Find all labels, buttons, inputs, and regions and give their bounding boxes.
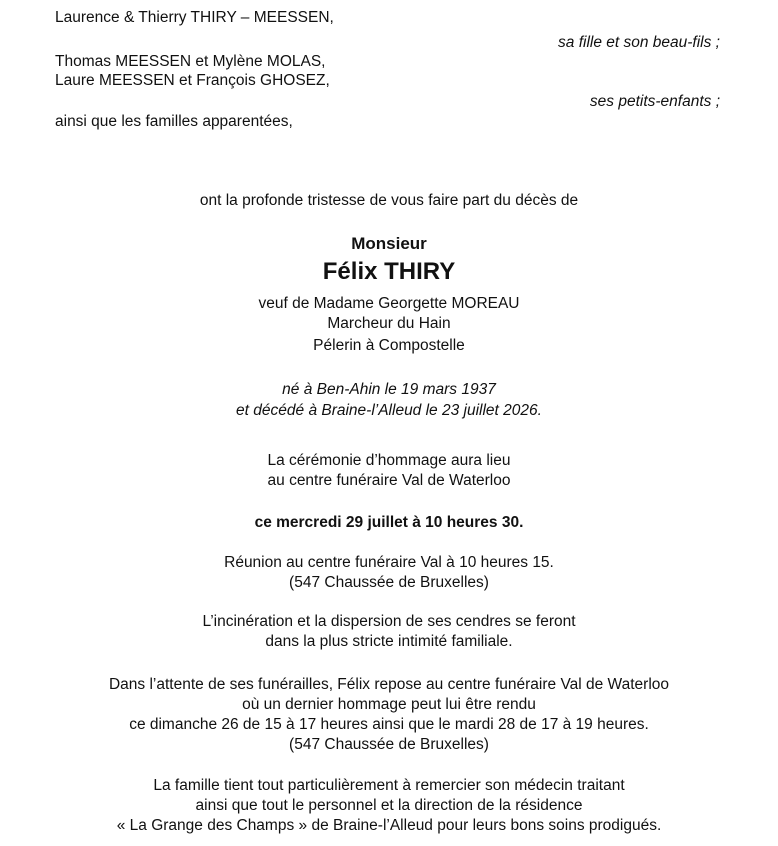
cremation-line-1: L’incinération et la dispersion de ses cendres se feront <box>202 613 576 630</box>
announcement: ont la profonde tristesse de vous faire part du décès de <box>199 192 579 209</box>
ceremony-date-time: ce mercredi 29 juillet à 10 heures 30. <box>254 514 524 531</box>
deceased-detail-1: veuf de Madame Georgette MOREAU <box>258 295 520 312</box>
grandchildren-line-1: Thomas MEESSEN et Mylène MOLAS, <box>55 53 326 70</box>
deceased-name: Félix THIRY <box>322 258 456 285</box>
grandchildren-role: ses petits-enfants ; <box>589 93 720 110</box>
visitation-address: (547 Chaussée de Bruxelles) <box>289 736 489 753</box>
daughter-role: sa fille et son beau-fils ; <box>558 34 720 51</box>
visitation-line-1: Dans l’attente de ses funérailles, Félix repose au centre funéraire Val de Waterloo <box>108 676 670 693</box>
thanks-line-3: « La Grange des Champs » de Braine-l’Alleud pour leurs bons soins prodigués. <box>116 817 662 834</box>
visitation-line-2: où un dernier hommage peut lui être rendu <box>242 696 536 713</box>
visitation-line-3: ce dimanche 26 de 15 à 17 heures ainsi que le mardi 28 de 17 à 19 heures. <box>129 716 649 733</box>
ceremony-meeting: Réunion au centre funéraire Val à 10 heures 15. <box>224 554 554 571</box>
relatives-line: ainsi que les familles apparentées, <box>55 113 293 130</box>
ceremony-address: (547 Chaussée de Bruxelles) <box>289 574 489 591</box>
deceased-title: Monsieur <box>351 234 427 253</box>
cremation-line-2: dans la plus stricte intimité familiale. <box>265 633 513 650</box>
ceremony-line-2: au centre funéraire Val de Waterloo <box>267 472 511 489</box>
death-line: et décédé à Braine-l’Alleud le 23 juillet 2026. <box>236 402 542 419</box>
daughter-line: Laurence & Thierry THIRY – MEESSEN, <box>55 9 334 26</box>
grandchildren-line-2: Laure MEESSEN et François GHOSEZ, <box>55 72 330 89</box>
deceased-detail-3: Pélerin à Compostelle <box>313 337 465 354</box>
ceremony-line-1: La cérémonie d’hommage aura lieu <box>267 452 511 469</box>
thanks-line-2: ainsi que tout le personnel et la direction de la résidence <box>195 797 583 814</box>
deceased-detail-2: Marcheur du Hain <box>327 315 451 332</box>
thanks-line-1: La famille tient tout particulièrement à remercier son médecin traitant <box>153 777 625 794</box>
birth-line: né à Ben-Ahin le 19 mars 1937 <box>282 381 496 398</box>
